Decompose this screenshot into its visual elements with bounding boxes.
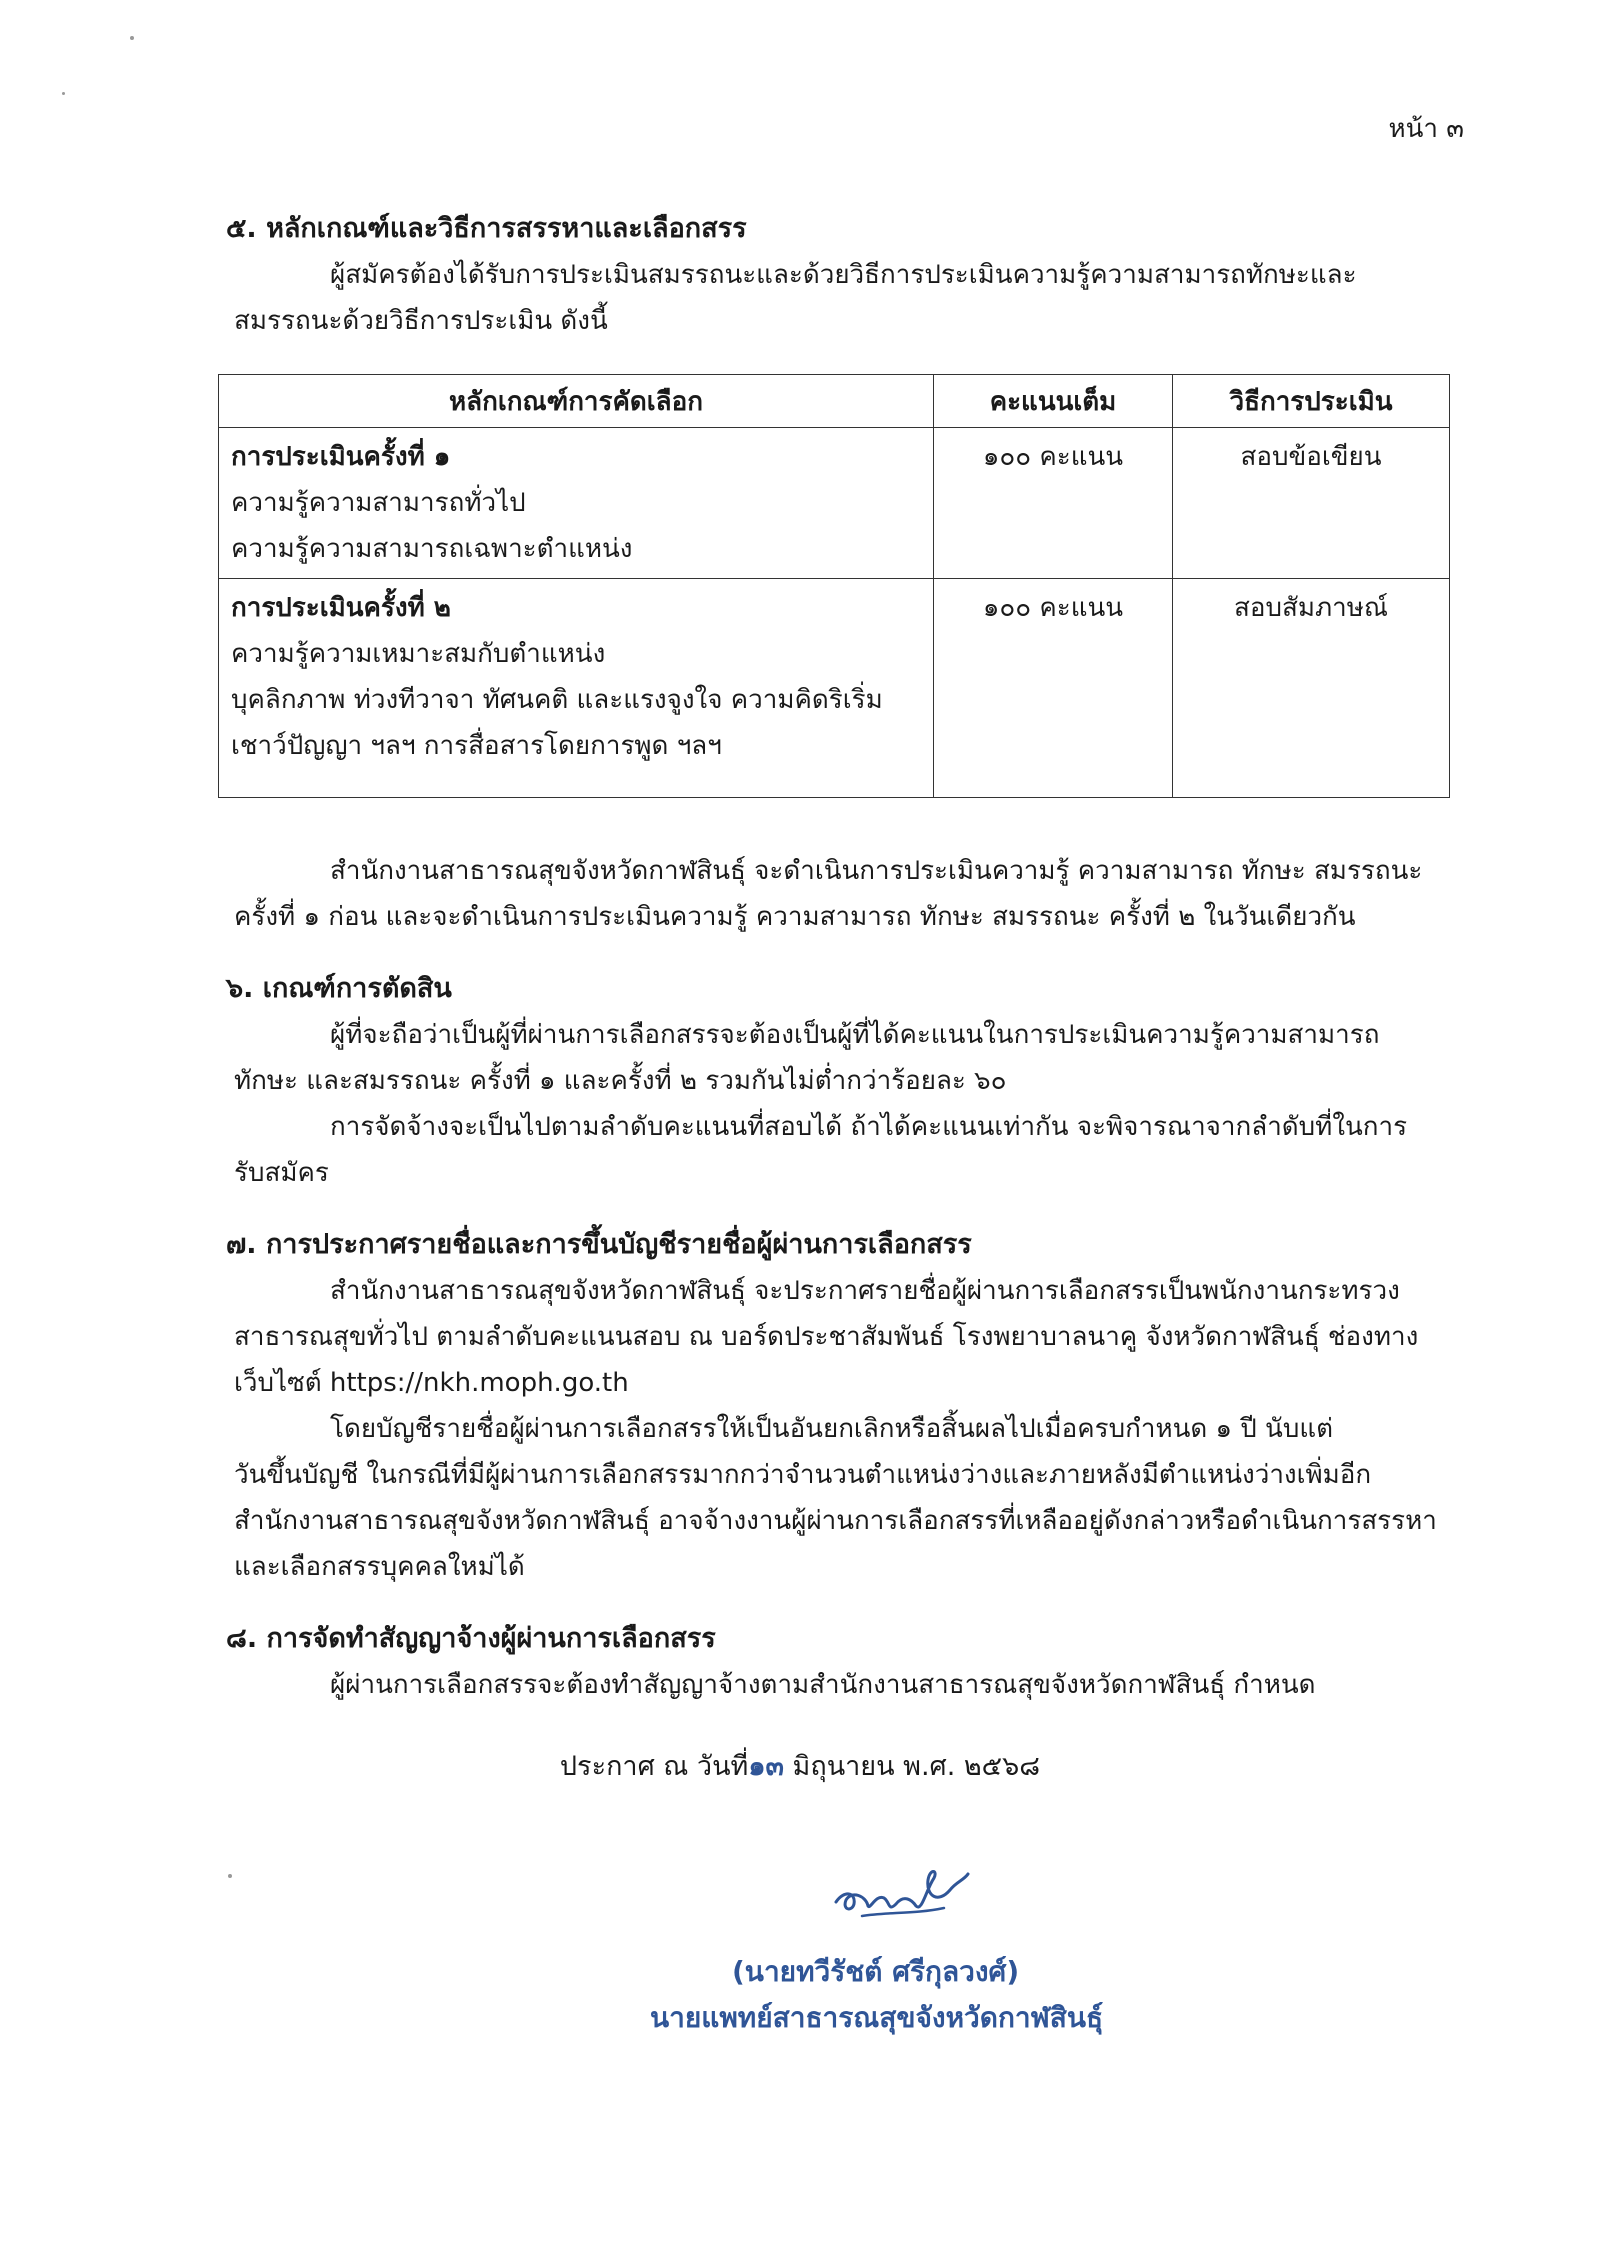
- row-title: การประเมินครั้งที่ ๒: [231, 593, 451, 623]
- header-method: วิธีการประเมิน: [1173, 375, 1450, 428]
- section-5-note: [234, 848, 1460, 940]
- section-8-paragraph: [234, 1662, 1460, 1708]
- row-item: ความรู้ความสามารถเฉพาะตำแหน่ง: [231, 534, 633, 564]
- row-title: การประเมินครั้งที่ ๑: [231, 442, 451, 472]
- section-6-p2-line2: รับสมัคร: [234, 1158, 329, 1188]
- announcement-month-year: มิถุนายน พ.ศ. ๒๕๖๘: [792, 1751, 1041, 1782]
- criteria-table: [218, 374, 1450, 798]
- announcement-prefix: ประกาศ ณ วันที่: [559, 1751, 749, 1782]
- section-8-heading: ๘. การจัดทำสัญญาจ้างผู้ผ่านการเลือกสรร: [226, 1623, 716, 1654]
- handwritten-signature: [826, 1850, 976, 1930]
- table-row: [219, 579, 1450, 798]
- section-6-paragraph-2: [234, 1104, 1460, 1196]
- section-7-heading: ๗. การประกาศรายชื่อและการขึ้นบัญชีรายชื่อผู้ผ่านการเลือกสรร: [226, 1229, 972, 1260]
- section-5-intro: [234, 252, 1460, 344]
- criteria-table-header: [219, 375, 1450, 428]
- section-7-paragraph-1: [234, 1268, 1460, 1406]
- section-6-p2-line1: การจัดจ้างจะเป็นไปตามลำดับคะแนนที่สอบได้ ถ้าได้คะแนนเท่ากัน จะพิจารณาจากลำดับที่ในการ: [330, 1112, 1408, 1142]
- section-5-intro-line1: ผู้สมัครต้องได้รับการประเมินสมรรถนะและด้วยวิธีการประเมินความรู้ความสามารถทักษะและ: [330, 260, 1357, 290]
- section-5-intro-line2: สมรรถนะด้วยวิธีการประเมิน ดังนี้: [234, 306, 608, 336]
- section-7-p1-line1: สำนักงานสาธารณสุขจังหวัดกาฬสินธุ์ จะประกาศรายชื่อผู้ผ่านการเลือกสรรเป็นพนักงานกระทรวง: [330, 1276, 1400, 1306]
- announcement-date: [0, 1744, 1600, 1787]
- section-8-p1: ผู้ผ่านการเลือกสรรจะต้องทำสัญญาจ้างตามสำนักงานสาธารณสุขจังหวัดกาฬสินธุ์ กำหนด: [330, 1670, 1316, 1700]
- method-cell: สอบข้อเขียน: [1173, 428, 1450, 579]
- section-7-p1-line3: เว็บไซต์ https://nkh.moph.go.th: [234, 1368, 629, 1398]
- scan-speck: [130, 36, 134, 40]
- scan-speck: [62, 92, 65, 95]
- method-cell: สอบสัมภาษณ์: [1173, 579, 1450, 798]
- score-cell: ๑๐๐ คะแนน: [934, 428, 1173, 579]
- section-6-heading: ๖. เกณฑ์การตัดสิน: [226, 973, 452, 1004]
- row-item: ความรู้ความสามารถทั่วไป: [231, 488, 526, 518]
- section-5-note-line2: ครั้งที่ ๑ ก่อน และจะดำเนินการประเมินความรู้ ความสามารถ ทักษะ สมรรถนะ ครั้งที่ ๒ ในวันเดียวกัน: [234, 902, 1356, 932]
- announcement-day: ๑๓: [748, 1751, 784, 1782]
- score-cell: ๑๐๐ คะแนน: [934, 579, 1173, 798]
- section-7-p2-line4: และเลือกสรรบุคคลใหม่ได้: [234, 1552, 525, 1582]
- section-5-heading: ๕. หลักเกณฑ์และวิธีการสรรหาและเลือกสรร: [226, 213, 747, 244]
- row-item: บุคลิกภาพ ท่วงทีวาจา ทัศนคติ และแรงจูงใจ ความคิดริเริ่ม: [231, 685, 883, 715]
- section-7-p2-line1: โดยบัญชีรายชื่อผู้ผ่านการเลือกสรรให้เป็นอันยกเลิกหรือสิ้นผลไปเมื่อครบกำหนด ๑ ปี นับแต่: [330, 1414, 1333, 1444]
- section-5-note-line1: สำนักงานสาธารณสุขจังหวัดกาฬสินธุ์ จะดำเนินการประเมินความรู้ ความสามารถ ทักษะ สมรรถนะ: [330, 856, 1423, 886]
- row-item: ความรู้ความเหมาะสมกับตำแหน่ง: [231, 639, 606, 669]
- table-row: [219, 428, 1450, 579]
- section-6-paragraph-1: [234, 1012, 1460, 1104]
- section-7-p2-line3: สำนักงานสาธารณสุขจังหวัดกาฬสินธุ์ อาจจ้างงานผู้ผ่านการเลือกสรรที่เหลืออยู่ดังกล่าวหรือดำเนินการสรรหา: [234, 1506, 1437, 1536]
- section-6-p1-line2: ทักษะ และสมรรถนะ ครั้งที่ ๑ และครั้งที่ ๒ รวมกันไม่ต่ำกว่าร้อยละ ๖๐: [234, 1066, 1007, 1096]
- signatory-name: (นายทวีรัชต์ ศรีกุลวงศ์): [732, 1955, 1020, 1988]
- criteria-cell: [219, 579, 934, 798]
- header-criteria: หลักเกณฑ์การคัดเลือก: [219, 375, 934, 428]
- criteria-cell: [219, 428, 934, 579]
- row-item: เชาว์ปัญญา ฯลฯ การสื่อสารโดยการพูด ฯลฯ: [231, 731, 722, 761]
- page-number: หน้า ๓: [1388, 114, 1464, 144]
- section-7-p2-line2: วันขึ้นบัญชี ในกรณีที่มีผู้ผ่านการเลือกสรรมากกว่าจำนวนตำแหน่งว่างและภายหลังมีตำแหน่งว่างเพิ่มอีก: [234, 1460, 1372, 1490]
- header-full-score: คะแนนเต็ม: [934, 375, 1173, 428]
- section-7-paragraph-2: [234, 1406, 1460, 1590]
- scan-speck: [228, 1874, 232, 1878]
- section-7-p1-line2: สาธารณสุขทั่วไป ตามลำดับคะแนนสอบ ณ บอร์ดประชาสัมพันธ์ โรงพยาบาลนาคู จังหวัดกาฬสินธุ์ ช่องทาง: [234, 1322, 1419, 1352]
- section-6-p1-line1: ผู้ที่จะถือว่าเป็นผู้ที่ผ่านการเลือกสรรจะต้องเป็นผู้ที่ได้คะแนนในการประเมินความรู้ความสามารถ: [330, 1020, 1380, 1050]
- signatory-title: นายแพทย์สาธารณสุขจังหวัดกาฬสินธุ์: [650, 2001, 1104, 2034]
